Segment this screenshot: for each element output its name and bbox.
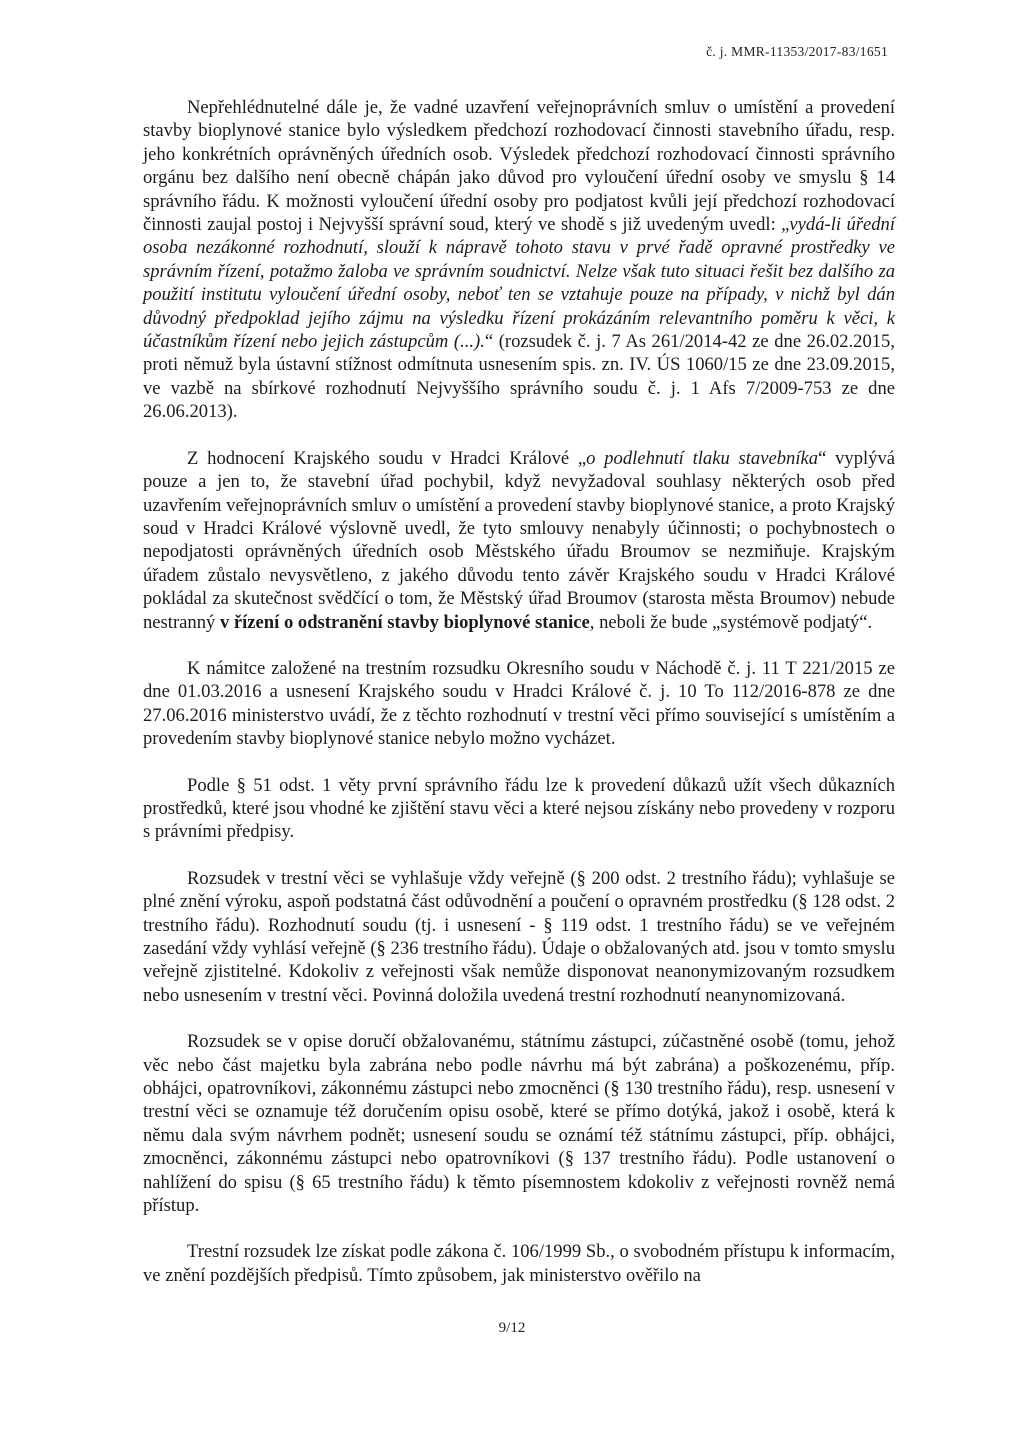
paragraph-1 <box>143 96 895 424</box>
paragraph-4: Podle § 51 odst. 1 věty první správního řádu lze k provedení důkazů užít všech důkazních prostředků, které jsou vhodné ke zjištění stavu věci a které nejsou získány nebo provedeny v rozporu s právními předpisy. <box>143 774 895 843</box>
paragraph-2-quote: o podlehnutí tlaku stavebníka <box>586 447 819 469</box>
paragraph-2 <box>143 447 895 634</box>
paragraph-1-quote: vydá-li úřední osoba nezákonné rozhodnutí, slouží k nápravě tohoto stavu v prvé řadě opravné prostředky ve správním řízení, potažmo žaloba ve správním soudnictví. Nelze však tuto situaci řešit bez dalšího za použití institutu vyloučení úřední osoby, neboť ten se vztahuje pouze na případy, v nichž byl dán důvodný předpoklad jejího zájmu na výsledku řízení prokázáním relevantního poměru k věci, k účastníkům řízení nebo jejich zástupcům (...). <box>143 214 895 353</box>
paragraph-2-emphasis: v řízení o odstranění stavby bioplynové stanice <box>219 611 590 633</box>
page-number: 9/12 <box>498 1320 526 1336</box>
paragraph-7: Trestní rozsudek lze získat podle zákona č. 106/1999 Sb., o svobodném přístupu k informacím, ve znění pozdějších předpisů. Tímto způsobem, jak ministerstvo ověřilo na <box>143 1241 895 1286</box>
paragraph-2-body: “ vyplývá pouze a jen to, že stavební úřad pochybil, když nevyžadoval souhlasy některých osob před uzavřením veřejnoprávních smluv o umístění a provedení stavby bioplynové stanice, a proto Krajský soud v Hradci Králové výslovně uvedl, že tyto smlouvy nenabyly účinnosti; o pochybnostech o nepodjatosti oprávněných úředních osob Městského úřadu Broumov se nezmiňuje. Krajským úřadem zůstalo nevysvětleno, z jakého důvodu tento závěr Krajského soudu v Hradci Králové pokládal za skutečnost svědčící o tom, že Městský úřad Broumov (starosta města Broumov) nebude nestranný <box>143 447 896 633</box>
paragraph-1-citation: “ (rozsudek č. j. 7 As 261/2014-42 ze dne 26.02.2015, proti němuž byla ústavní stížnost odmítnuta usnesením spis. zn. IV. ÚS 1060/15 ze dne 23.09.2015, ve vazbě na sbírkové rozhodnutí Nejvyššího správního soudu č. j. 1 Afs 7/2009-753 ze dne 26.06.2013). <box>143 331 895 423</box>
paragraph-3: K námitce založené na trestním rozsudku Okresního soudu v Náchodě č. j. 11 T 221/2015 ze dne 01.03.2016 a usnesení Krajského soudu v Hradci Králové č. j. 10 To 112/2016-878 ze dne 27.06.2016 ministerstvo uvádí, že z těchto rozhodnutí v trestní věci přímo související s umístěním a provedením stavby bioplynové stanice nebylo možno vycházet. <box>143 657 895 750</box>
paragraph-5: Rozsudek v trestní věci se vyhlašuje vždy veřejně (§ 200 odst. 2 trestního řádu); vyhlašuje se plné znění výroku, aspoň podstatná část odůvodnění a poučení o opravném prostředku (§ 128 odst. 2 trestního řádu). Rozhodnutí soudu (tj. i usnesení - § 119 odst. 1 trestního řádu) se ve veřejném zasedání vždy vyhlásí veřejně (§ 236 trestního řádu). Údaje o obžalovaných atd. jsou v tomto smyslu veřejně zjistitelné. Kdokoliv z veřejnosti však nemůže disponovat neanonymizovaným rozsudkem nebo usnesením v trestní věci. Povinná doložila uvedená trestní rozhodnutí neanynomizovaná. <box>143 867 895 1006</box>
reference-number: č. j. MMR-11353/2017-83/1651 <box>706 44 888 59</box>
paragraph-6: Rozsudek se v opise doručí obžalovanému, státnímu zástupci, zúčastněné osobě (tomu, jehož věc nebo část majetku byla zabrána nebo podle návrhu má být zabrána) a poškozenému, příp. obhájci, opatrovníkovi, zákonnému zástupci nebo zmocněnci (§ 130 trestního řádu), resp. usnesení v trestní věci se oznamuje též doručením opisu osobě, které se přímo dotýká, jakož i osobě, která k němu dala svým návrhem podnět; usnesení soudu se oznámí též státnímu zástupci, příp. obhájci, zmocněnci, zákonnému zástupci nebo opatrovníkovi (§ 137 trestního řádu). Podle ustanovení o nahlížení do spisu (§ 65 trestního řádu) k těmto písemnostem kdokoliv z veřejnosti rovněž nemá přístup. <box>143 1031 895 1217</box>
paragraph-2-end: , neboli že bude „systémově podjatý“. <box>589 611 873 633</box>
paragraph-1-text: Nepřehlédnutelné dále je, že vadné uzavření veřejnoprávních smluv o umístění a provedení stavby bioplynové stanice bylo výsledkem předchozí rozhodovací činnosti stavebního úřadu, resp. jeho konkrétních oprávněných úředních osob. Výsledek předchozí rozhodovací činnosti správního orgánu bez dalšího není obecně chápán jako důvod pro vyloučení úřední osoby ve smyslu § 14 správního řádu. K možnosti vyloučení úřední osoby pro podjatost kvůli její předchozí rozhodovací činnosti zaujal postoj i Nejvyšší správní soud, který ve shodě s již uvedeným uvedl: „ <box>143 97 895 236</box>
document-body <box>143 96 895 1310</box>
paragraph-2-text: Z hodnocení Krajského soudu v Hradci Králové „ <box>187 447 587 469</box>
